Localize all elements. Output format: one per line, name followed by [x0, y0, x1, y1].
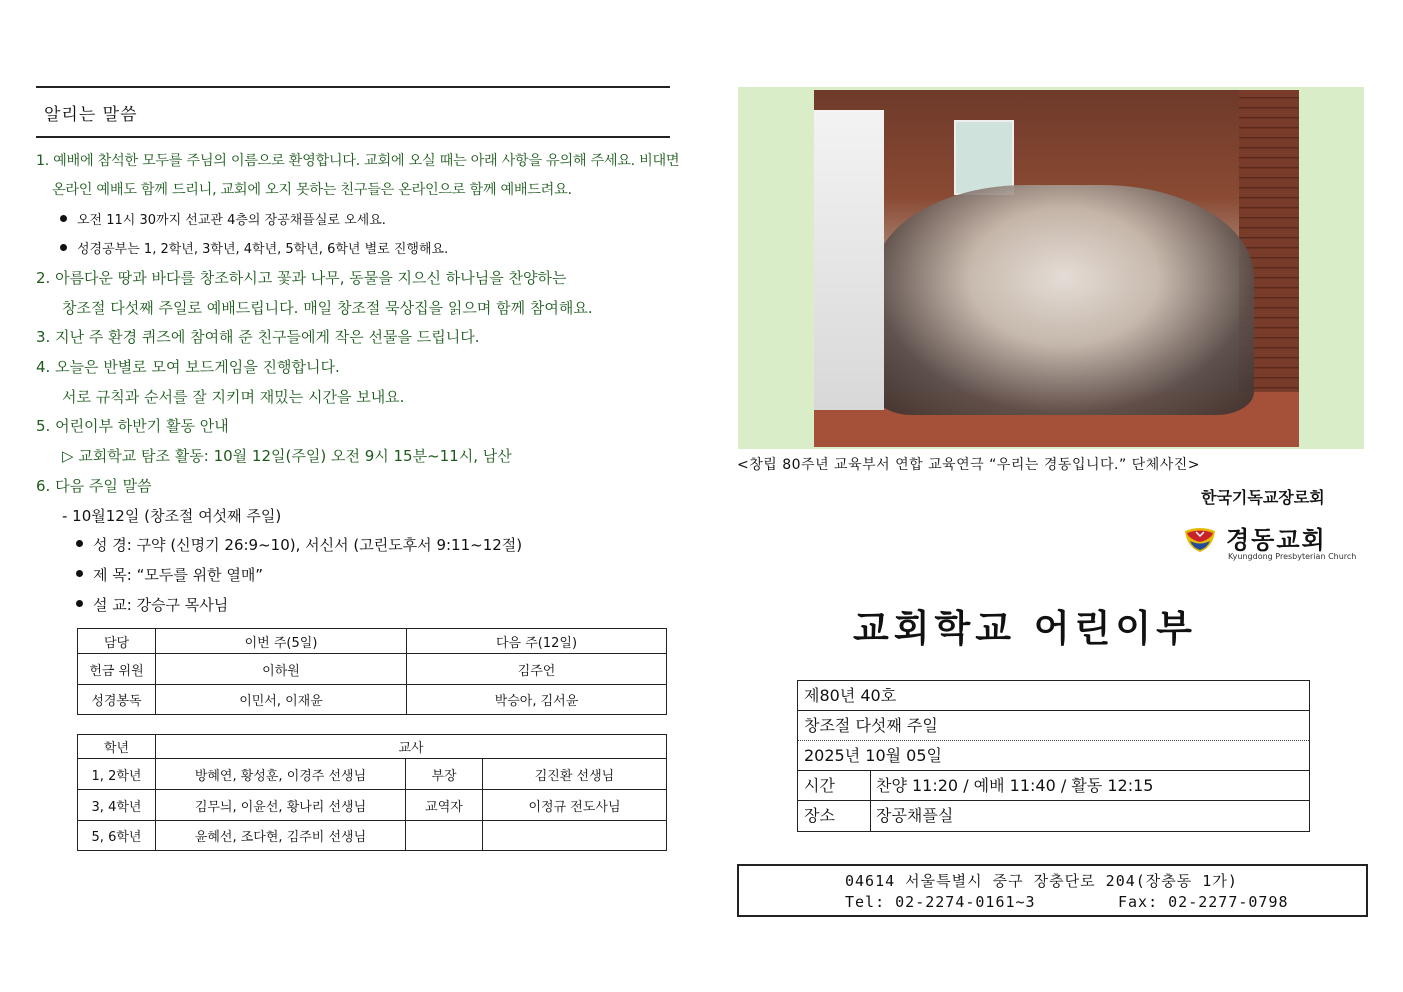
time-row: [798, 771, 1309, 801]
table-header-row: [78, 735, 667, 759]
notice-3: 3. 지난 주 환경 퀴즈에 참여해 준 친구들에게 작은 선물을 드립니다.: [36, 328, 480, 346]
bullet-icon: [76, 540, 83, 547]
notice-4-line-1: 4. 오늘은 반별로 모여 보드게임을 진행합니다.: [36, 358, 340, 376]
poster: [954, 120, 1014, 195]
bullet-icon: [60, 215, 67, 222]
table-header-cell: 이번 주(5일): [156, 629, 407, 654]
fax-number: Fax: 02-2277-0798: [1118, 893, 1289, 911]
table-cell: 방혜연, 황성훈, 이경주 선생님: [156, 759, 406, 790]
duty-table: [77, 628, 667, 715]
table-row: [78, 759, 667, 790]
table-header-cell: 다음 주(12일): [407, 629, 667, 654]
notice-1-bullet-2: [60, 238, 448, 257]
preacher-text: 설 교: 강승구 목사님: [93, 596, 229, 614]
time-label: 시간: [804, 776, 835, 795]
table-cell: 부장: [406, 759, 483, 790]
sermon-title-text: 제 목: “모두를 위한 열매”: [93, 566, 264, 584]
bullet-icon: [76, 570, 83, 577]
column-divider: [870, 801, 871, 831]
bullet-text: 성경공부는 1, 2학년, 3학년, 4학년, 5학년, 6학년 별로 진행해요.: [77, 242, 449, 257]
bullet-text: 오전 11시 30까지 선교관 4층의 장공채플실로 오세요.: [77, 213, 386, 228]
notice-6: 6. 다음 주일 말씀: [36, 477, 152, 495]
contact-box: [737, 864, 1368, 917]
table-row: [78, 821, 667, 851]
bullet-icon: [60, 244, 67, 251]
table-cell: [406, 821, 483, 851]
notice-5: 5. 어린이부 하반기 활동 안내: [36, 417, 229, 435]
next-sunday-date: - 10월12일 (창조절 여섯째 주일): [62, 507, 282, 525]
table-cell: 박승아, 김서윤: [407, 685, 667, 715]
next-sermon-title: [76, 564, 263, 585]
table-cell: 교역자: [406, 790, 483, 821]
notice-1-bullet-1: [60, 209, 386, 228]
notice-5-sub: ▷ 교회학교 탐조 활동: 10월 12일(주일) 오전 9시 15분~11시, 남산: [62, 447, 512, 465]
bulletin-date: 2025년 10월 05일: [804, 746, 942, 765]
table-header-cell: 학년: [78, 735, 156, 759]
table-cell: 1, 2학년: [78, 759, 156, 790]
table-header-cell: 교사: [156, 735, 667, 759]
table-cell: 성경봉독: [78, 685, 156, 715]
notice-4-line-2: 서로 규칙과 순서를 잘 지키며 재밌는 시간을 보내요.: [62, 388, 405, 406]
table-row: [78, 790, 667, 821]
table-cell: [483, 821, 667, 851]
table-header-row: [78, 629, 667, 654]
church-name: 경동교회: [1226, 525, 1327, 554]
department-title: 교회학교 어린이부: [853, 607, 1197, 650]
table-cell: 이민서, 이재윤: [156, 685, 407, 715]
top-divider: [36, 86, 670, 88]
notice-2-line-2: 창조절 다섯째 주일로 예배드립니다. 매일 창조절 묵상집을 읽으며 함께 참여해요.: [62, 299, 593, 317]
table-cell: 김주언: [407, 654, 667, 685]
issue-number: 제80년 40호: [804, 686, 897, 705]
table-cell: 김진환 선생님: [483, 759, 667, 790]
table-row: [78, 654, 667, 685]
church-name-english: Kyungdong Presbyterian Church: [1228, 552, 1357, 561]
scripture-text: 성 경: 구약 (신명기 26:9~10), 서신서 (고린도후서 9:11~12절): [93, 536, 523, 554]
place-value: 장공채플실: [876, 806, 954, 825]
notices-title: 알리는 말씀: [44, 105, 138, 125]
bullet-icon: [76, 600, 83, 607]
church-logo-icon: [1183, 527, 1217, 553]
bulletin-info-box: [797, 680, 1310, 832]
table-cell: 윤혜선, 조다현, 김주비 선생님: [156, 821, 406, 851]
notice-1-line-2: 온라인 예배도 함께 드리니, 교회에 오지 못하는 친구들은 온라인으로 함께 예배드려요.: [52, 182, 572, 198]
photo-caption: <창립 80주년 교육부서 연합 교육연극 “우리는 경동입니다.” 단체사진>: [737, 457, 1201, 473]
denomination-name: 한국기독교장로회: [1201, 488, 1325, 507]
table-cell: 김무늬, 이윤선, 황나리 선생님: [156, 790, 406, 821]
table-cell: 이하원: [156, 654, 407, 685]
week-row: [798, 711, 1309, 741]
table-cell: 이정규 전도사님: [483, 790, 667, 821]
next-scripture: [76, 534, 522, 555]
date-row: [798, 741, 1309, 771]
next-preacher: [76, 594, 228, 615]
notice-2-line-1: 2. 아름다운 땅과 바다를 창조하시고 꽃과 나무, 동물을 지으신 하나님을 찬양하는: [36, 269, 567, 287]
church-address: 04614 서울특별시 중구 장충단로 204(장충동 1가): [845, 872, 1238, 890]
column-divider: [870, 771, 871, 800]
time-value: 찬양 11:20 / 예배 11:40 / 활동 12:15: [876, 776, 1154, 795]
table-row: [78, 685, 667, 715]
teacher-table: [77, 734, 667, 851]
issue-row: [798, 681, 1309, 711]
table-cell: 헌금 위원: [78, 654, 156, 685]
group-photo: [814, 90, 1299, 447]
table-cell: 5, 6학년: [78, 821, 156, 851]
table-cell: 3, 4학년: [78, 790, 156, 821]
title-divider: [36, 136, 670, 138]
telephone: Tel: 02-2274-0161~3: [845, 893, 1036, 911]
table-header-cell: 담당: [78, 629, 156, 654]
white-tent: [814, 110, 884, 410]
crowd: [874, 185, 1254, 415]
notice-1-line-1: 1. 예배에 참석한 모두를 주님의 이름으로 환영합니다. 교회에 오실 때는 아래 사항을 유의해 주세요. 비대면: [36, 153, 680, 169]
liturgical-week: 창조절 다섯째 주일: [804, 716, 938, 735]
place-label: 장소: [804, 806, 835, 825]
place-row: [798, 801, 1309, 831]
